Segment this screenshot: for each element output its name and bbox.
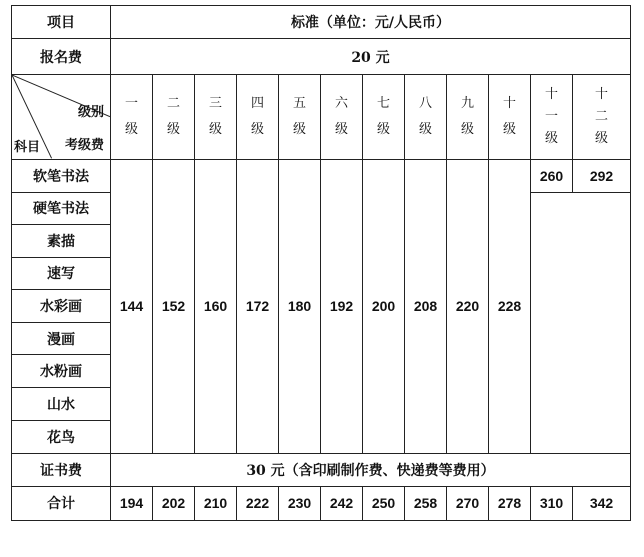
level-11-char-3: 级 bbox=[544, 130, 558, 146]
softpen-fee-level-11: 260 bbox=[531, 159, 573, 192]
level-10-char-2: 级 bbox=[502, 121, 516, 137]
level-header-11 bbox=[531, 75, 573, 159]
level-9-char-2: 级 bbox=[460, 121, 474, 137]
level-header-8 bbox=[405, 75, 447, 159]
level-6-char-1: 六 bbox=[334, 95, 348, 111]
standard-header: 标准（单位：元/人民币） bbox=[111, 6, 631, 39]
level-11-char-2: 一 bbox=[544, 108, 558, 124]
level-2-char-2: 级 bbox=[166, 121, 180, 137]
total-level-5: 230 bbox=[279, 486, 321, 520]
exam-fee-level-3: 160 bbox=[195, 159, 237, 453]
subject-row-softpen bbox=[12, 159, 631, 192]
diagonal-header-cell bbox=[12, 75, 111, 159]
level-header-4 bbox=[237, 75, 279, 159]
exam-fee-level-10: 228 bbox=[489, 159, 531, 453]
total-level-1: 194 bbox=[111, 486, 153, 520]
level-3-char-2: 级 bbox=[208, 121, 222, 137]
subject-label-sketch: 素描 bbox=[12, 224, 111, 257]
level-5-char-1: 五 bbox=[292, 95, 306, 111]
level-6-char-2: 级 bbox=[334, 121, 348, 137]
level-12-char-1: 十 bbox=[594, 86, 608, 102]
level-header-6 bbox=[321, 75, 363, 159]
fee-table bbox=[11, 5, 631, 521]
level-header-1 bbox=[111, 75, 153, 159]
level-header-row bbox=[12, 75, 631, 159]
exam-fee-level-5: 180 bbox=[279, 159, 321, 453]
total-level-7: 250 bbox=[363, 486, 405, 520]
subject-label-cartoon: 漫画 bbox=[12, 323, 111, 355]
subject-label-gouache: 水粉画 bbox=[12, 355, 111, 388]
level-header-12 bbox=[573, 75, 631, 159]
level-8-char-2: 级 bbox=[418, 121, 432, 137]
subject-axis-label: 科目 bbox=[14, 139, 41, 155]
exam-fee-level-2: 152 bbox=[153, 159, 195, 453]
subject-label-softpen: 软笔书法 bbox=[12, 159, 111, 192]
level-7-char-2: 级 bbox=[376, 121, 390, 137]
total-label: 合计 bbox=[12, 486, 111, 520]
exam-fee-level-4: 172 bbox=[237, 159, 279, 453]
total-level-12: 342 bbox=[573, 486, 631, 520]
level-header-7 bbox=[363, 75, 405, 159]
exam-fee-level-1: 144 bbox=[111, 159, 153, 453]
level-9-char-1: 九 bbox=[460, 95, 474, 111]
certificate-row bbox=[12, 453, 631, 486]
level-header-3 bbox=[195, 75, 237, 159]
exam-fee-level-7: 200 bbox=[363, 159, 405, 453]
registration-label: 报名费 bbox=[12, 39, 111, 75]
subject-label-flower-bird: 花鸟 bbox=[12, 420, 111, 453]
item-header: 项目 bbox=[12, 6, 111, 39]
registration-value: 20 元 bbox=[111, 39, 631, 75]
total-level-6: 242 bbox=[321, 486, 363, 520]
exam-fee-level-6: 192 bbox=[321, 159, 363, 453]
level-8-char-1: 八 bbox=[418, 95, 432, 111]
level-4-char-1: 四 bbox=[250, 95, 264, 111]
level-header-5 bbox=[279, 75, 321, 159]
subject-label-quick-sketch: 速写 bbox=[12, 257, 111, 289]
total-level-4: 222 bbox=[237, 486, 279, 520]
total-level-8: 258 bbox=[405, 486, 447, 520]
subject-label-hardpen: 硬笔书法 bbox=[12, 192, 111, 224]
level-1-char-2: 级 bbox=[124, 121, 138, 137]
level-10-char-1: 十 bbox=[502, 95, 516, 111]
total-level-3: 210 bbox=[195, 486, 237, 520]
exam-fee-level-8: 208 bbox=[405, 159, 447, 453]
total-level-9: 270 bbox=[447, 486, 489, 520]
header-row bbox=[12, 6, 631, 39]
softpen-fee-level-12: 292 bbox=[573, 159, 631, 192]
level-axis-label: 级别 bbox=[77, 105, 104, 121]
level-11-char-1: 十 bbox=[544, 86, 558, 102]
level-5-char-2: 级 bbox=[292, 121, 306, 137]
level-1-char-1: 一 bbox=[124, 95, 138, 111]
subject-label-landscape: 山水 bbox=[12, 388, 111, 420]
level-12-char-3: 级 bbox=[594, 130, 608, 146]
level-7-char-1: 七 bbox=[376, 95, 390, 111]
level-2-char-1: 二 bbox=[166, 95, 180, 111]
level-header-10 bbox=[489, 75, 531, 159]
level-4-char-2: 级 bbox=[250, 121, 264, 137]
level-12-char-2: 二 bbox=[594, 108, 608, 124]
level-header-9 bbox=[447, 75, 489, 159]
total-level-10: 278 bbox=[489, 486, 531, 520]
level-header-2 bbox=[153, 75, 195, 159]
total-row bbox=[12, 486, 631, 520]
certificate-label: 证书费 bbox=[12, 453, 111, 486]
level-3-char-1: 三 bbox=[208, 95, 222, 111]
empty-upper-levels-cell bbox=[531, 192, 631, 453]
registration-row bbox=[12, 39, 631, 75]
total-level-2: 202 bbox=[153, 486, 195, 520]
total-level-11: 310 bbox=[531, 486, 573, 520]
exam-fee-level-9: 220 bbox=[447, 159, 489, 453]
fee-axis-label: 考级费 bbox=[64, 137, 104, 153]
subject-label-watercolor: 水彩画 bbox=[12, 290, 111, 323]
certificate-value: 30 元（含印刷制作费、快递费等费用） bbox=[111, 453, 631, 486]
